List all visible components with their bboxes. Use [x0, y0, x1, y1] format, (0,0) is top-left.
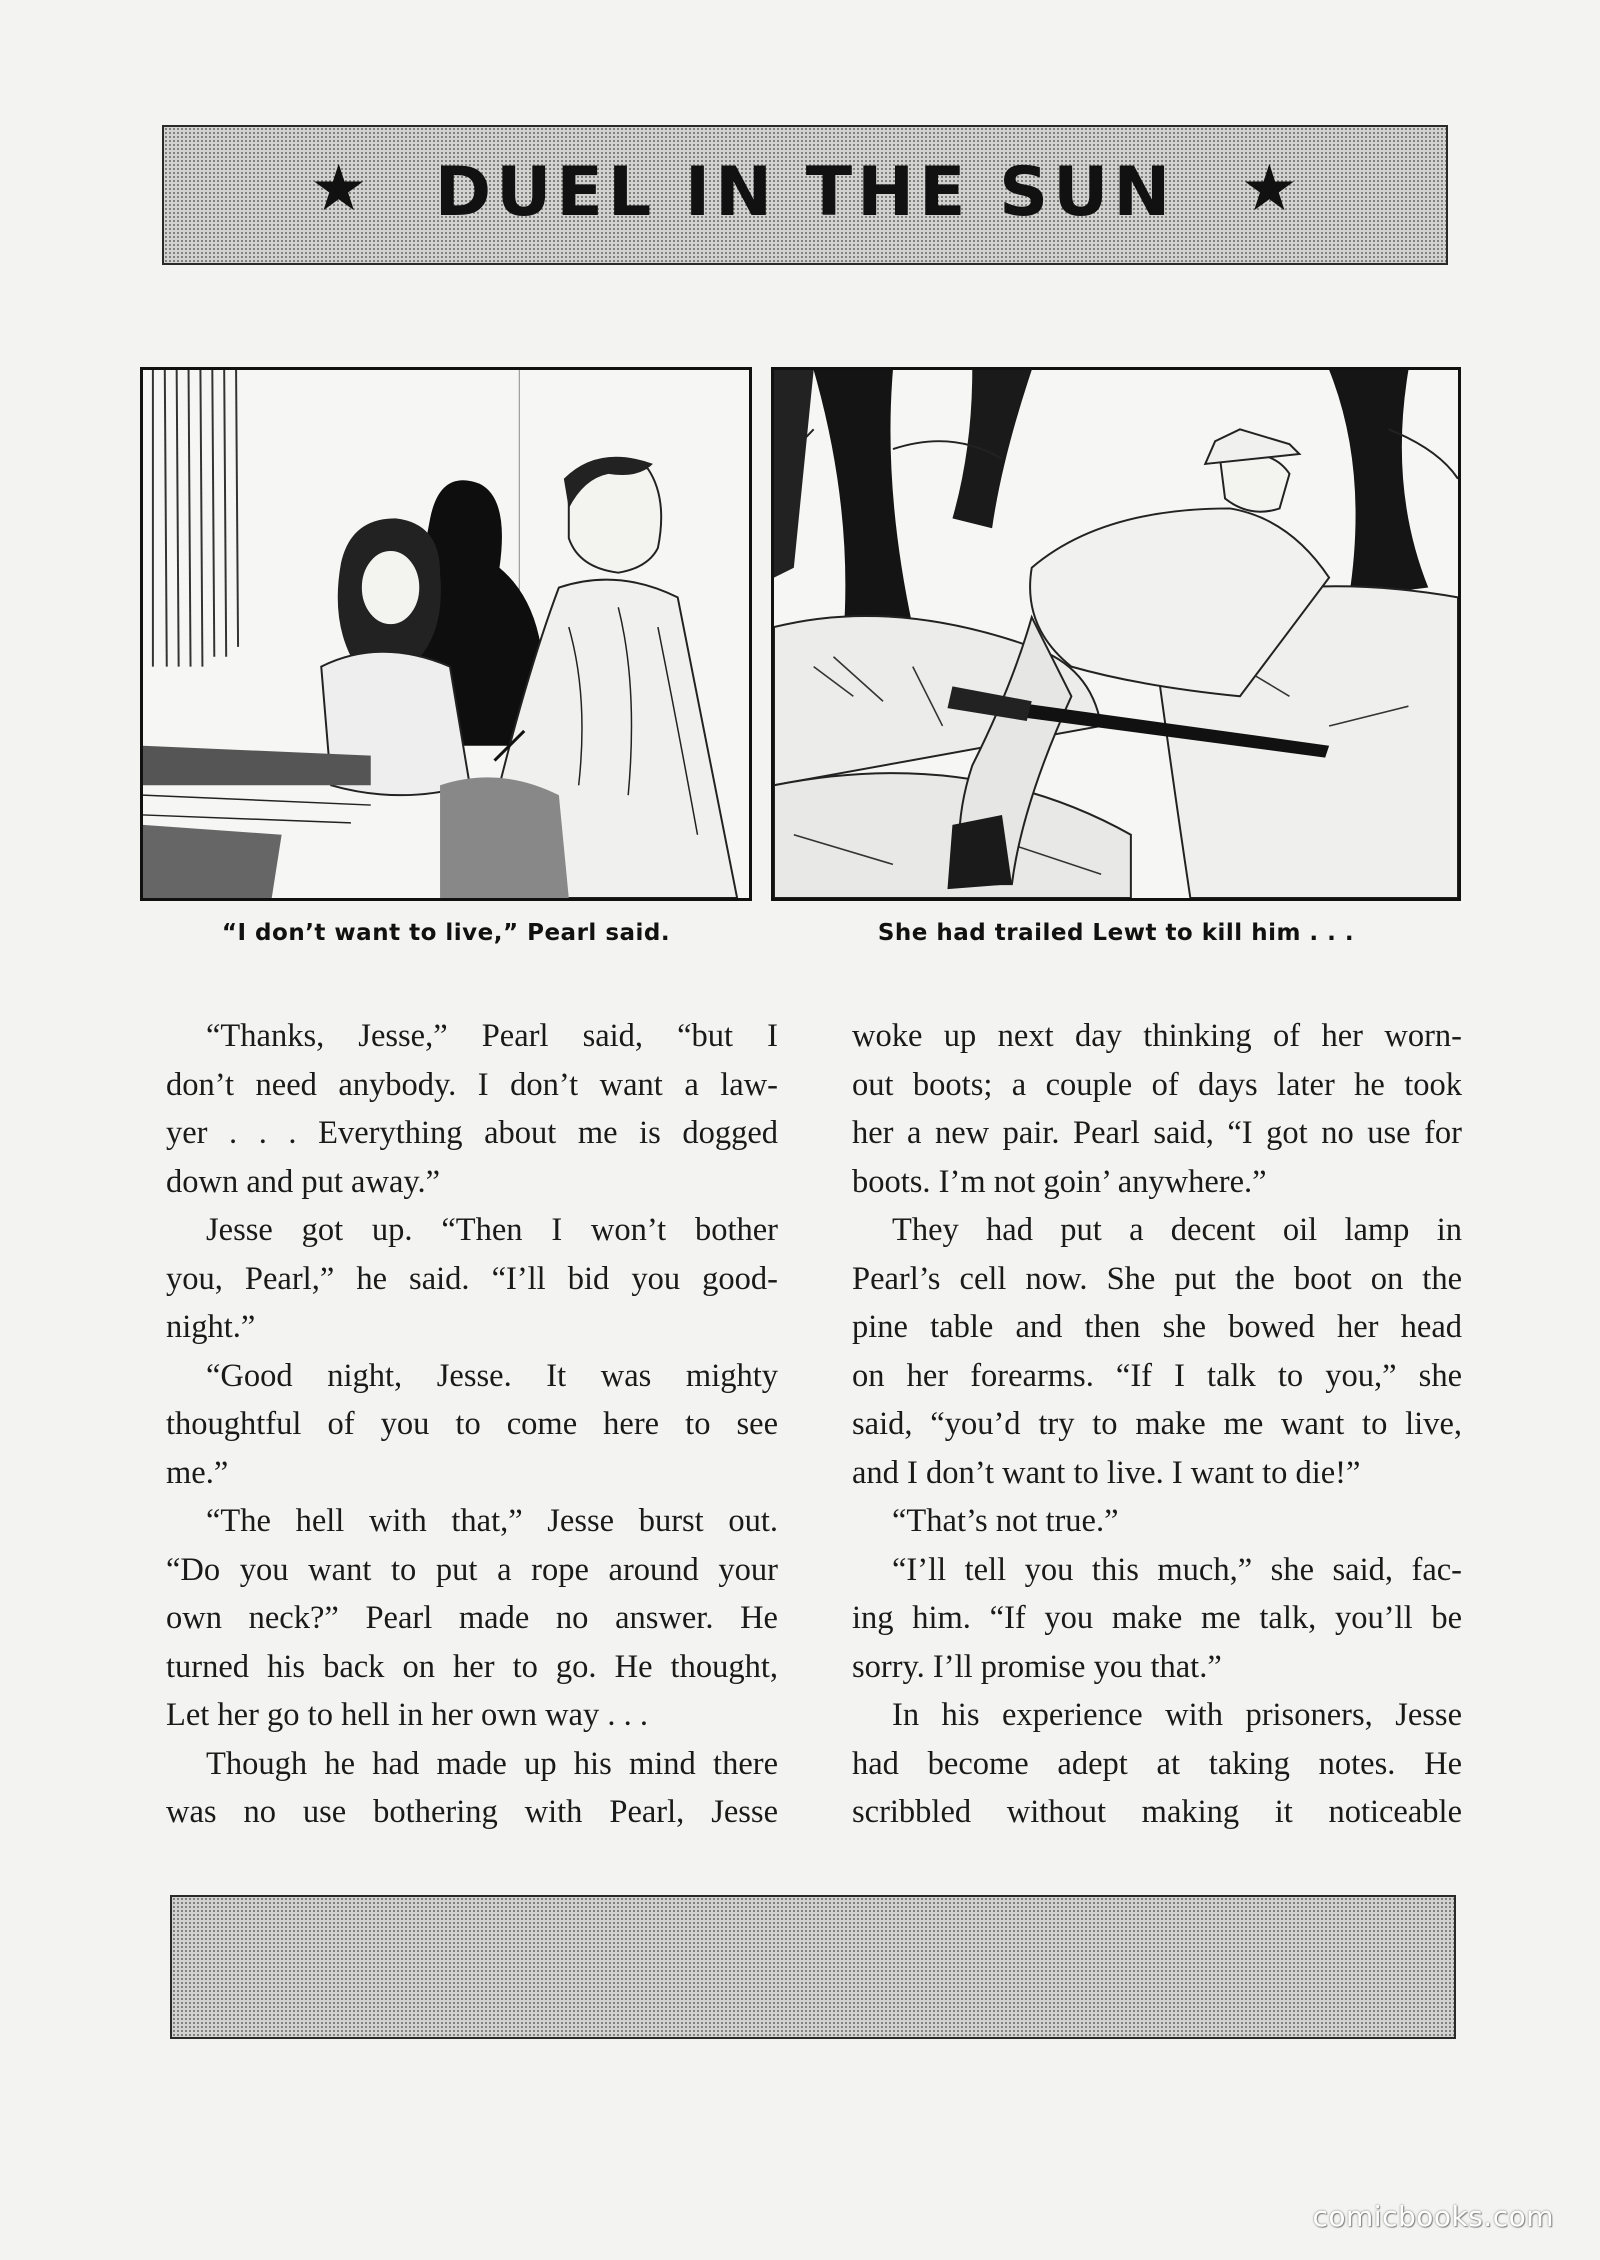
- text-line: don’t need anybody. I don’t want a law-: [166, 1066, 778, 1103]
- text-line: was no use bothering with Pearl, Jesse: [166, 1794, 778, 1830]
- text-line: yer . . . Everything about me is dogged: [166, 1115, 778, 1151]
- text-line: down and put away.”: [166, 1163, 441, 1200]
- text-line: and I don’t want to live. I want to die!”: [852, 1454, 1361, 1491]
- text-line: Let her go to hell in her own way . . .: [166, 1697, 648, 1733]
- text-line: had become adept at taking notes. He: [852, 1745, 1462, 1782]
- text-line: sorry. I’ll promise you that.”: [852, 1648, 1222, 1685]
- text-line: In his experience with prisoners, Jesse: [892, 1697, 1462, 1733]
- text-line: said, “you’d try to make me want to live,: [852, 1406, 1462, 1442]
- panel-caption-left: “I don’t want to live,” Pearl said.: [221, 920, 671, 946]
- body-column-right: [852, 1012, 1462, 1837]
- text-line: boots. I’m not goin’ anywhere.”: [852, 1163, 1267, 1200]
- star-icon: ★: [310, 152, 368, 226]
- panel-caption-right: She had trailed Lewt to kill him . . .: [877, 920, 1355, 946]
- text-line: thoughtful of you to come here to see: [166, 1406, 778, 1442]
- text-line: “That’s not true.”: [892, 1503, 1119, 1539]
- text-line: out boots; a couple of days later he took: [852, 1066, 1462, 1103]
- text-line: “The hell with that,” Jesse burst out.: [206, 1503, 778, 1539]
- text-line: woke up next day thinking of her worn-: [852, 1018, 1462, 1054]
- title-banner: [162, 125, 1448, 265]
- text-line: Jesse got up. “Then I won’t bother: [206, 1212, 778, 1248]
- text-line: Though he had made up his mind there: [206, 1745, 778, 1782]
- body-column-left: [166, 1012, 778, 1837]
- illustration-panel-right: [771, 367, 1461, 901]
- text-line: “Thanks, Jesse,” Pearl said, “but I: [206, 1018, 778, 1054]
- text-line: Pearl’s cell now. She put the boot on the: [852, 1260, 1462, 1297]
- text-line: “Good night, Jesse. It was mighty: [206, 1357, 778, 1394]
- page-title: DUEL IN THE SUN: [434, 153, 1176, 232]
- text-line: own neck?” Pearl made no answer. He: [166, 1600, 778, 1636]
- text-line: you, Pearl,” he said. “I’ll bid you good-: [166, 1260, 778, 1297]
- watermark: comicbooks.com: [1312, 2200, 1554, 2233]
- text-line: pine table and then she bowed her head: [852, 1309, 1462, 1345]
- star-icon: ★: [1240, 152, 1298, 226]
- footer-banner: [170, 1895, 1456, 2039]
- text-line: “I’ll tell you this much,” she said, fac-: [892, 1551, 1462, 1588]
- lewt-trail-illustration: [774, 370, 1458, 898]
- text-line: on her forearms. “If I talk to you,” she: [852, 1357, 1462, 1394]
- text-line: scribbled without making it noticeable: [852, 1794, 1462, 1830]
- text-line: turned his back on her to go. He thought,: [166, 1648, 778, 1685]
- text-line: her a new pair. Pearl said, “I got no use for: [852, 1115, 1462, 1151]
- pearl-and-jesse-illustration: [143, 370, 749, 898]
- text-line: night.”: [166, 1309, 256, 1345]
- text-line: “Do you want to put a rope around your: [166, 1551, 778, 1588]
- illustration-panel-left: [140, 367, 752, 901]
- text-line: They had put a decent oil lamp in: [892, 1212, 1462, 1248]
- text-line: ing him. “If you make me talk, you’ll be: [852, 1600, 1462, 1636]
- text-line: me.”: [166, 1454, 229, 1491]
